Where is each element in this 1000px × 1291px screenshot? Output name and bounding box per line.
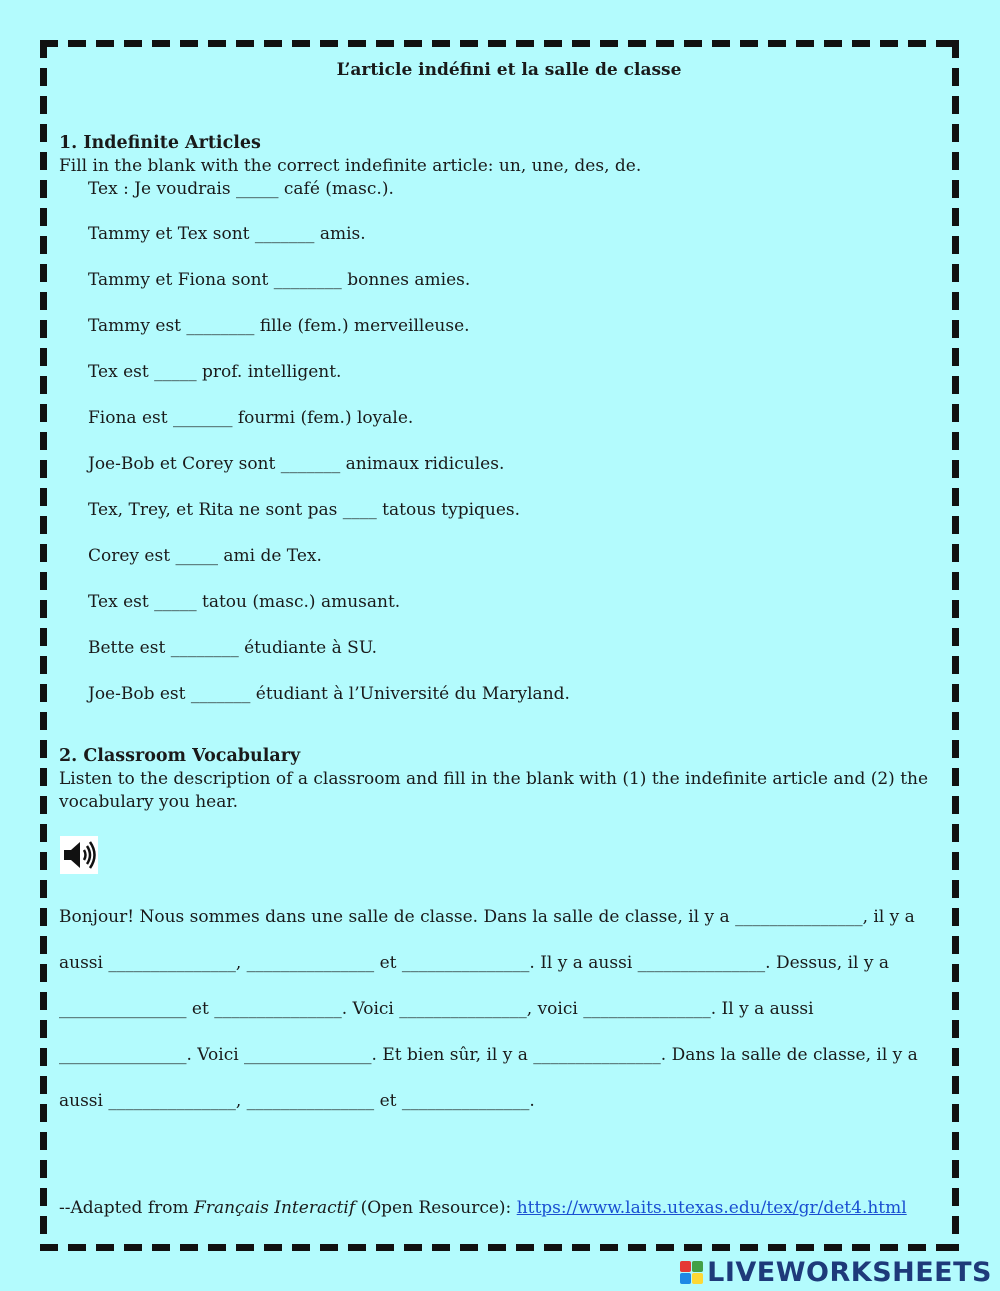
source-link[interactable]: https://www.laits.utexas.edu/tex/gr/det4.html	[516, 1198, 907, 1218]
exercise-item[interactable]: Tex : Je voudrais _____ café (masc.).	[88, 179, 394, 199]
section2-heading: 2. Classroom Vocabulary	[59, 746, 301, 766]
logo-tile	[680, 1261, 691, 1272]
exercise-item[interactable]: Corey est _____ ami de Tex.	[88, 546, 322, 566]
source-suffix: (Open Resource):	[355, 1198, 517, 1218]
dashed-border-bottom	[40, 1244, 959, 1251]
exercise-item[interactable]: Tammy est ________ fille (fem.) merveilleuse.	[88, 316, 470, 336]
exercise-list	[59, 178, 939, 729]
exercise-item[interactable]: Tammy et Tex sont _______ amis.	[88, 224, 366, 244]
logo-tile	[680, 1273, 691, 1284]
dashed-border-top	[40, 40, 959, 47]
source-work-title: Français Interactif	[194, 1198, 356, 1218]
exercise-item[interactable]: Bette est ________ étudiante à SU.	[88, 638, 377, 658]
exercise-item[interactable]: Fiona est _______ fourmi (fem.) loyale.	[88, 408, 414, 428]
section-classroom-vocabulary	[59, 745, 939, 1124]
section1-heading: 1. Indefinite Articles	[59, 133, 261, 153]
logo-tile	[692, 1261, 703, 1272]
listening-paragraph[interactable]: Bonjour! Nous sommes dans une salle de classe. Dans la salle de classe, il y a _______________, il y a aussi _______________, _______________ et _______________. Il y a aussi _______________. Dessus, il y a _______________ et _______________. Voici _______________, voici _______________. Il y a aussi _______________. Voici _______________. Et bien sûr, il y a _______________. Dans la salle de classe, il y a aussi _______________, _______________ et _______________.	[59, 907, 918, 1111]
exercise-item[interactable]: Tex est _____ prof. intelligent.	[88, 362, 342, 382]
source-citation	[59, 1196, 907, 1220]
page-title: L’article indéfini et la salle de classe	[336, 60, 682, 80]
speaker-icon[interactable]	[60, 836, 98, 874]
section-indefinite-articles	[59, 132, 939, 729]
exercise-item[interactable]: Joe-Bob et Corey sont _______ animaux ridicules.	[88, 454, 505, 474]
liveworksheets-brand[interactable]	[680, 1257, 992, 1287]
exercise-item[interactable]: Tammy et Fiona sont ________ bonnes amies.	[88, 270, 471, 290]
logo-tile	[692, 1273, 703, 1284]
exercise-item[interactable]: Joe-Bob est _______ étudiant à l’Université du Maryland.	[88, 684, 570, 704]
section2-instructions: Listen to the description of a classroom and fill in the blank with (1) the indefinite article and (2) the vocabulary you hear.	[59, 769, 929, 812]
exercise-item[interactable]: Tex, Trey, et Rita ne sont pas ____ tatous typiques.	[88, 500, 521, 520]
brand-name: LIVEWORKSHEETS	[707, 1256, 992, 1288]
worksheet-content	[59, 58, 939, 1124]
dashed-border-left	[40, 40, 47, 1251]
source-prefix: --Adapted from	[59, 1198, 195, 1218]
liveworksheets-logo-icon	[680, 1261, 703, 1284]
section1-instructions: Fill in the blank with the correct indefinite article: un, une, des, de.	[59, 156, 642, 176]
exercise-item[interactable]: Tex est _____ tatou (masc.) amusant.	[88, 592, 401, 612]
dashed-border-right	[952, 40, 959, 1251]
